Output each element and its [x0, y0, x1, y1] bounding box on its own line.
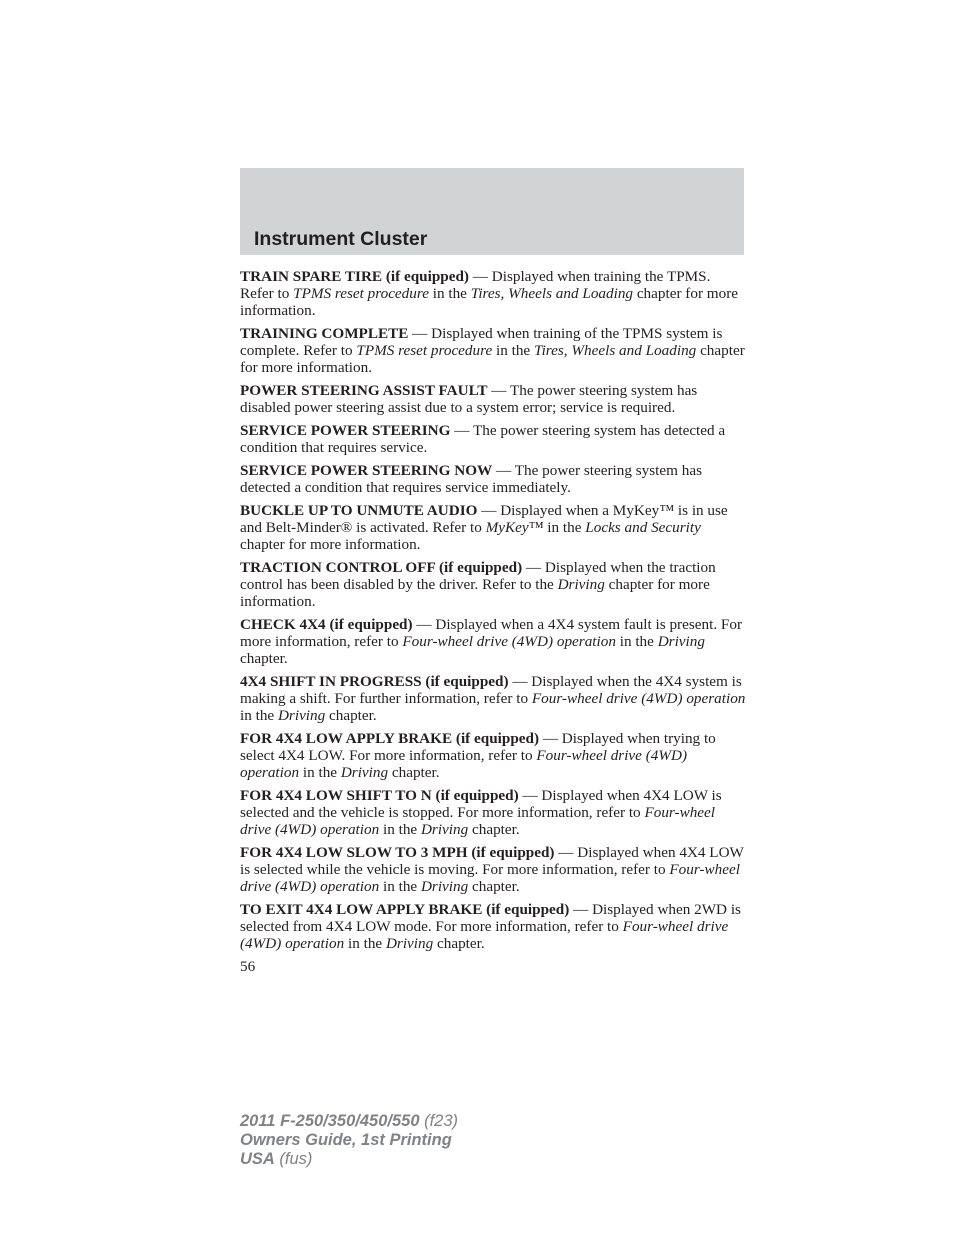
- message-term: TRAINING COMPLETE: [240, 325, 409, 342]
- message-entry: [240, 844, 746, 895]
- cross-reference: Driving: [657, 633, 705, 650]
- entries-container: [240, 268, 746, 952]
- message-entry: [240, 673, 746, 724]
- description-text: chapter.: [468, 878, 520, 895]
- description-text: — Displayed when trying to select 4X4 LOW. For more information, refer to: [240, 730, 716, 764]
- description-text: in the: [379, 878, 421, 895]
- footer-market-code: (fus): [274, 1150, 313, 1168]
- message-entry: [240, 462, 746, 496]
- message-entry: [240, 730, 746, 781]
- description-text: in the: [240, 707, 278, 724]
- cross-reference: Four-wheel drive (4WD) operation: [240, 747, 688, 781]
- description-text: — The power steering system has disabled power steering assist due to a system error; service is required.: [240, 382, 698, 416]
- cross-reference: Driving: [340, 764, 389, 781]
- footer-model-line: [240, 1112, 458, 1131]
- description-text: — Displayed when a 4X4 system fault is present. For more information, refer to: [240, 616, 743, 650]
- cross-reference: Driving: [557, 576, 605, 593]
- description-text: — Displayed when 4X4 LOW is selected while the vehicle is moving. For more information, refer to: [240, 844, 744, 878]
- description-text: — Displayed when the 4X4 system is making a shift. For further information, refer to: [240, 673, 742, 707]
- description-text: in the: [344, 935, 386, 952]
- cross-reference: Driving: [277, 707, 326, 724]
- description-text: ™ in the: [528, 519, 586, 536]
- message-entry: [240, 787, 746, 838]
- cross-reference: Tires, Wheels and Loading: [470, 285, 634, 302]
- footer-edition: Owners Guide, 1st Printing: [240, 1131, 452, 1149]
- description-text: chapter.: [388, 764, 440, 781]
- description-text: — Displayed when 4X4 LOW is selected and the vehicle is stopped. For more information, refer to: [240, 787, 722, 821]
- description-text: chapter for more information.: [240, 342, 745, 376]
- description-text: — The power steering system has detected a condition that requires service immediately.: [240, 462, 702, 496]
- description-text: chapter.: [240, 650, 288, 667]
- message-term: TRAIN SPARE TIRE (if equipped): [240, 268, 469, 285]
- cross-reference: Four-wheel drive (4WD) operation: [240, 804, 716, 838]
- description-text: chapter.: [468, 821, 520, 838]
- message-term: BUCKLE UP TO UNMUTE AUDIO: [240, 502, 478, 519]
- message-list: [240, 268, 746, 975]
- cross-reference: Driving: [420, 878, 469, 895]
- message-entry: [240, 901, 746, 952]
- description-text: — Displayed when a MyKey™ is in use and Belt-Minder® is activated. Refer to: [240, 502, 728, 536]
- description-text: — Displayed when 2WD is selected from 4X4 LOW mode. For more information, refer to: [240, 901, 741, 935]
- message-term: FOR 4X4 LOW SLOW TO 3 MPH (if equipped): [240, 844, 555, 861]
- description-text: in the: [492, 342, 534, 359]
- description-text: chapter for more information.: [240, 285, 739, 319]
- cross-reference: Four-wheel drive (4WD) operation: [240, 918, 729, 952]
- description-text: chapter.: [325, 707, 377, 724]
- message-term: 4X4 SHIFT IN PROGRESS (if equipped): [240, 673, 509, 690]
- message-entry: [240, 325, 746, 376]
- cross-reference: Tires, Wheels and Loading: [533, 342, 697, 359]
- cross-reference: Locks and Security: [585, 519, 701, 536]
- description-text: — The power steering system has detected a condition that requires service.: [240, 422, 726, 456]
- message-term: SERVICE POWER STEERING NOW: [240, 462, 493, 479]
- description-text: chapter for more information.: [240, 576, 710, 610]
- description-text: in the: [379, 821, 421, 838]
- cross-reference: Four-wheel drive (4WD) operation: [240, 861, 740, 895]
- message-entry: [240, 268, 746, 319]
- message-term: TRACTION CONTROL OFF (if equipped): [240, 559, 523, 576]
- description-text: chapter for more information.: [240, 536, 421, 553]
- footer-market: USA: [240, 1150, 275, 1168]
- description-text: — Displayed when training of the TPMS system is complete. Refer to: [240, 325, 723, 359]
- cross-reference: TPMS reset procedure: [356, 342, 493, 359]
- page-number: 56: [240, 958, 256, 975]
- message-term: POWER STEERING ASSIST FAULT: [240, 382, 488, 399]
- section-title: Instrument Cluster: [254, 228, 428, 250]
- footer-model: 2011 F-250/350/450/550: [240, 1112, 420, 1130]
- section-header-band: [240, 168, 744, 255]
- message-term: FOR 4X4 LOW SHIFT TO N (if equipped): [240, 787, 519, 804]
- document-footer: [240, 1112, 458, 1169]
- footer-market-line: [240, 1150, 458, 1169]
- cross-reference: Four-wheel drive (4WD) operation: [531, 690, 746, 707]
- description-text: — Displayed when training the TPMS. Refer to: [240, 268, 711, 302]
- message-entry: [240, 382, 746, 416]
- cross-reference: MyKey: [485, 519, 529, 536]
- description-text: — Displayed when the traction control has been disabled by the driver. Refer to the: [240, 559, 716, 593]
- description-text: in the: [615, 633, 658, 650]
- cross-reference: TPMS reset procedure: [293, 285, 429, 302]
- message-entry: [240, 502, 746, 553]
- message-term: SERVICE POWER STEERING: [240, 422, 451, 439]
- description-text: in the: [428, 285, 471, 302]
- footer-model-code: (f23): [419, 1112, 459, 1130]
- cross-reference: Driving: [420, 821, 469, 838]
- cross-reference: Four-wheel drive (4WD) operation: [402, 633, 616, 650]
- description-text: in the: [299, 764, 341, 781]
- message-entry: [240, 559, 746, 610]
- description-text: chapter.: [433, 935, 485, 952]
- cross-reference: Driving: [385, 935, 434, 952]
- message-term: FOR 4X4 LOW APPLY BRAKE (if equipped): [240, 730, 540, 747]
- message-entry: [240, 616, 746, 667]
- message-term: CHECK 4X4 (if equipped): [240, 616, 413, 633]
- message-term: TO EXIT 4X4 LOW APPLY BRAKE (if equipped): [240, 901, 570, 918]
- message-entry: [240, 422, 746, 456]
